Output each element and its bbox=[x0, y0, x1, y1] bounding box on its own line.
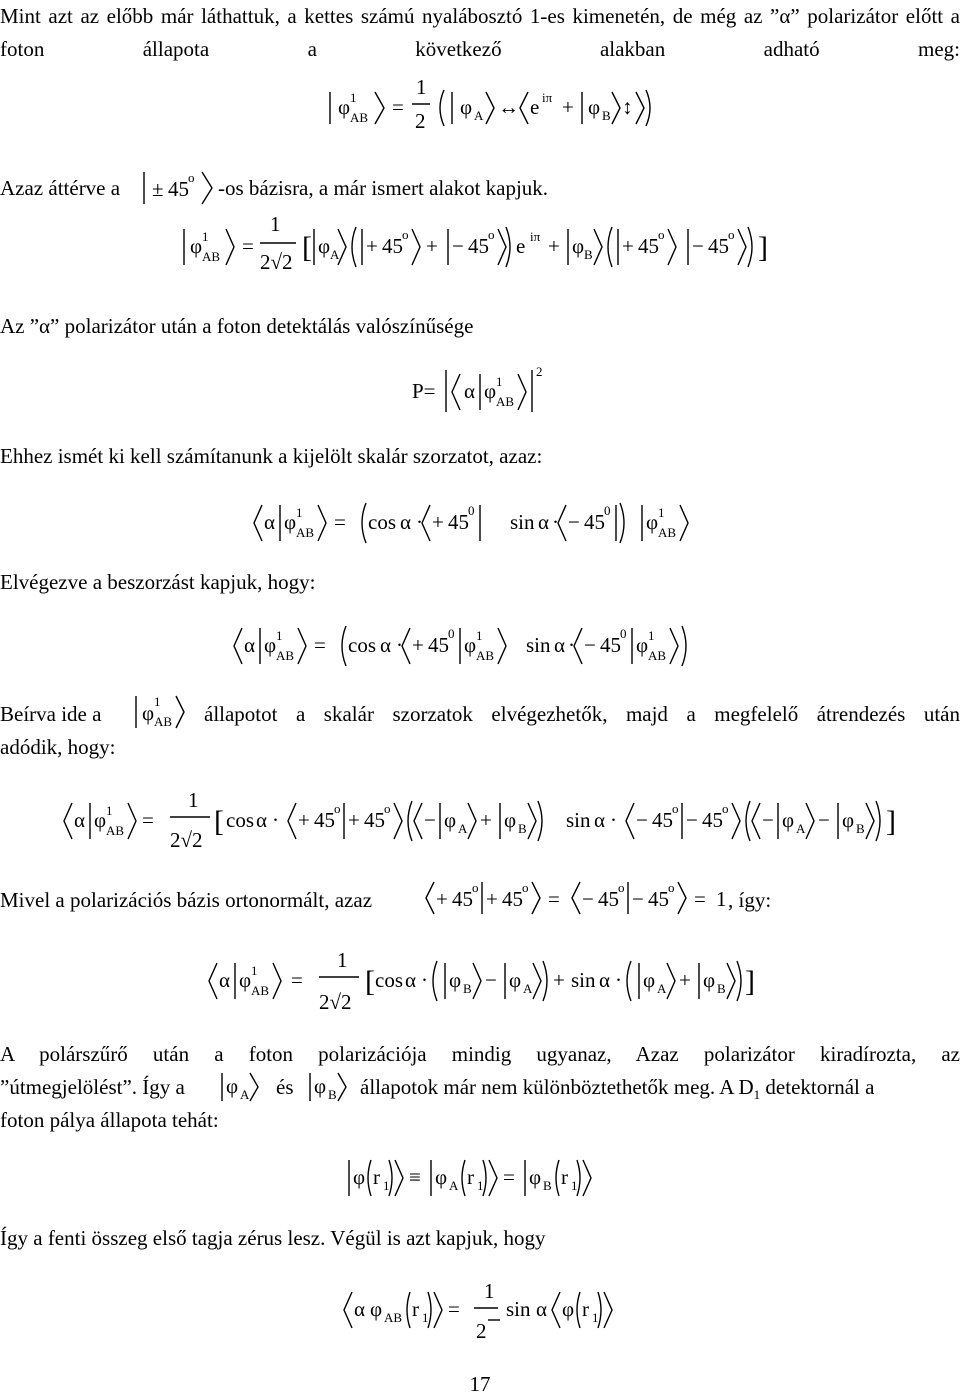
svg-text:+: + bbox=[486, 887, 498, 911]
svg-text:0: 0 bbox=[448, 626, 455, 641]
svg-text:45: 45 bbox=[702, 808, 723, 832]
svg-text:φ: φ bbox=[572, 234, 585, 258]
svg-text:45: 45 bbox=[168, 177, 189, 201]
svg-text:B: B bbox=[602, 108, 611, 123]
svg-text:o: o bbox=[384, 801, 391, 816]
svg-text:φ: φ bbox=[435, 1165, 448, 1189]
svg-text:φ: φ bbox=[94, 808, 107, 832]
svg-text:−: − bbox=[424, 808, 436, 832]
svg-text:φ: φ bbox=[226, 1074, 239, 1098]
svg-text:φ: φ bbox=[449, 968, 462, 992]
svg-text:cos: cos bbox=[368, 510, 396, 534]
svg-text:45: 45 bbox=[598, 887, 619, 911]
svg-text:45: 45 bbox=[600, 633, 621, 657]
equation-8-svg bbox=[345, 1150, 615, 1206]
svg-text:φ: φ bbox=[444, 808, 457, 832]
svg-text:φ: φ bbox=[353, 1165, 366, 1189]
svg-text:o: o bbox=[728, 227, 735, 242]
equation-1-svg bbox=[320, 72, 650, 142]
svg-text:φ: φ bbox=[284, 510, 297, 534]
svg-text:1: 1 bbox=[270, 212, 281, 236]
svg-text:1: 1 bbox=[106, 803, 113, 818]
svg-text:1: 1 bbox=[571, 1178, 578, 1193]
svg-text:o: o bbox=[488, 227, 495, 242]
svg-text:·: · bbox=[272, 808, 279, 832]
paragraph-probability: Az ”α” polarizátor után a foton detektálás valószínűsége bbox=[0, 314, 474, 338]
svg-text:φ: φ bbox=[636, 633, 649, 657]
svg-text:α: α bbox=[74, 808, 86, 832]
svg-text:−: − bbox=[632, 887, 644, 911]
paragraph-polarizer bbox=[0, 1038, 960, 1138]
polarizer-ket-b-svg bbox=[306, 1069, 354, 1105]
svg-text:+: + bbox=[562, 95, 574, 119]
svg-text:1: 1 bbox=[202, 229, 209, 244]
svg-text:·: · bbox=[610, 808, 617, 832]
svg-text:·: · bbox=[421, 968, 428, 992]
svg-text:=: = bbox=[503, 1165, 515, 1189]
polarizer-line-3: foton pálya állapota tehát: bbox=[0, 1108, 219, 1132]
svg-text:α: α bbox=[554, 633, 566, 657]
svg-text:AB: AB bbox=[648, 648, 667, 663]
svg-text:1: 1 bbox=[648, 628, 655, 643]
svg-text:φ: φ bbox=[529, 1165, 542, 1189]
svg-text:45: 45 bbox=[708, 234, 729, 258]
svg-text:AB: AB bbox=[658, 525, 677, 540]
svg-text:+: + bbox=[436, 887, 448, 911]
svg-text:=: = bbox=[242, 234, 254, 258]
svg-text:sin: sin bbox=[506, 1297, 531, 1321]
svg-text:·: · bbox=[568, 633, 575, 657]
svg-text:=: = bbox=[448, 1297, 460, 1321]
svg-text:1: 1 bbox=[592, 1310, 599, 1325]
svg-text:2: 2 bbox=[476, 1319, 487, 1343]
svg-text:o: o bbox=[672, 801, 679, 816]
svg-text:2: 2 bbox=[415, 109, 426, 133]
equation-8 bbox=[345, 1150, 615, 1206]
svg-text:α: α bbox=[536, 1297, 548, 1321]
svg-text:·: · bbox=[615, 968, 622, 992]
svg-text:A: A bbox=[330, 247, 340, 262]
svg-text:−: − bbox=[762, 808, 774, 832]
svg-text:−: − bbox=[636, 808, 648, 832]
svg-text:−: − bbox=[686, 808, 698, 832]
svg-text:o: o bbox=[402, 227, 409, 242]
svg-text:φ: φ bbox=[646, 510, 659, 534]
svg-text:+: + bbox=[432, 510, 444, 534]
svg-text:+: + bbox=[548, 234, 560, 258]
equation-9 bbox=[340, 1278, 640, 1350]
svg-text:α: α bbox=[538, 510, 550, 534]
basis-ket-svg bbox=[140, 168, 220, 208]
svg-text:1: 1 bbox=[416, 75, 427, 99]
svg-text:45: 45 bbox=[382, 234, 403, 258]
polarizer-line-2-lead: ”útmegjelölést”. Így a bbox=[0, 1075, 185, 1099]
svg-text:AB: AB bbox=[202, 249, 221, 264]
svg-text:AB: AB bbox=[350, 110, 369, 125]
polarizer-line-2-and: és bbox=[276, 1075, 294, 1099]
svg-text:+: + bbox=[366, 234, 378, 258]
svg-text:φ: φ bbox=[314, 1074, 327, 1098]
svg-text:φ: φ bbox=[484, 379, 497, 403]
svg-text:φ: φ bbox=[464, 633, 477, 657]
svg-text:=: = bbox=[334, 510, 346, 534]
svg-text:A: A bbox=[796, 821, 806, 836]
svg-text:A: A bbox=[240, 1087, 250, 1102]
svg-text:r: r bbox=[373, 1165, 380, 1189]
svg-text:φ: φ bbox=[264, 633, 277, 657]
svg-text:B: B bbox=[328, 1087, 337, 1102]
svg-text:iπ: iπ bbox=[530, 229, 541, 244]
svg-text:φ: φ bbox=[190, 234, 203, 258]
svg-text:−: − bbox=[568, 510, 580, 534]
svg-text:]: ] bbox=[886, 805, 896, 838]
svg-text:45: 45 bbox=[468, 234, 489, 258]
svg-text:φ: φ bbox=[643, 968, 656, 992]
paragraph-multiplication: Elvégezve a beszorzást kapjuk, hogy: bbox=[0, 570, 316, 594]
svg-text:r: r bbox=[412, 1297, 419, 1321]
svg-text:=: = bbox=[142, 808, 154, 832]
svg-text:α: α bbox=[219, 968, 231, 992]
svg-text:r: r bbox=[467, 1165, 474, 1189]
svg-text:45: 45 bbox=[502, 887, 523, 911]
svg-text:+: + bbox=[412, 633, 424, 657]
svg-text:r: r bbox=[561, 1165, 568, 1189]
svg-text:0: 0 bbox=[620, 626, 627, 641]
svg-text:φ: φ bbox=[703, 968, 716, 992]
orthonormal-tail: , így: bbox=[728, 888, 772, 912]
svg-text:cos: cos bbox=[348, 633, 376, 657]
svg-text:r: r bbox=[582, 1297, 589, 1321]
svg-text:φ: φ bbox=[782, 808, 795, 832]
svg-text:−: − bbox=[692, 234, 704, 258]
svg-text:45: 45 bbox=[448, 510, 469, 534]
equation-6-svg bbox=[60, 785, 910, 855]
svg-text:α: α bbox=[594, 808, 606, 832]
svg-text:AB: AB bbox=[384, 1310, 403, 1325]
equation-4-svg bbox=[250, 495, 720, 551]
equation-7-svg bbox=[205, 945, 765, 1019]
svg-text:φ: φ bbox=[842, 808, 855, 832]
paragraph-scalar-product: Ehhez ismét ki kell számítanunk a kijelölt skalár szorzatot, azaz: bbox=[0, 444, 543, 468]
svg-text:P=: P= bbox=[412, 379, 436, 403]
svg-text:α: α bbox=[256, 808, 268, 832]
svg-text:A: A bbox=[449, 1178, 459, 1193]
svg-text:=: = bbox=[548, 887, 560, 911]
svg-text:↕: ↕ bbox=[622, 95, 633, 119]
svg-text:−: − bbox=[485, 968, 497, 992]
svg-text:B: B bbox=[856, 821, 865, 836]
substitution-end: adódik, hogy: bbox=[0, 735, 116, 759]
svg-text:±: ± bbox=[152, 177, 164, 201]
svg-text:1: 1 bbox=[383, 1178, 390, 1193]
polarizer-line-2-tail: állapotok már nem különböztethetők meg. A $D_1$ detektornál a bbox=[360, 1075, 875, 1103]
svg-text:1: 1 bbox=[477, 1178, 484, 1193]
svg-text:45: 45 bbox=[364, 808, 385, 832]
svg-text:[: [ bbox=[365, 965, 375, 998]
svg-text:sin: sin bbox=[571, 968, 596, 992]
basis-change-lead: Azaz áttérve a bbox=[0, 176, 121, 200]
svg-text:1: 1 bbox=[484, 1279, 495, 1303]
svg-text:2√2: 2√2 bbox=[260, 250, 293, 274]
svg-text:e: e bbox=[530, 95, 540, 119]
svg-text:B: B bbox=[543, 1178, 552, 1193]
svg-text:−: − bbox=[582, 887, 594, 911]
svg-text:α: α bbox=[354, 1297, 366, 1321]
svg-text:A: A bbox=[523, 981, 533, 996]
svg-text:cos: cos bbox=[226, 808, 254, 832]
svg-text:o: o bbox=[522, 880, 529, 895]
equation-5 bbox=[230, 618, 740, 674]
svg-text:45: 45 bbox=[428, 633, 449, 657]
svg-text:1: 1 bbox=[251, 963, 258, 978]
svg-text:φ: φ bbox=[509, 968, 522, 992]
svg-text:1: 1 bbox=[188, 788, 199, 812]
svg-text:φ: φ bbox=[338, 95, 351, 119]
svg-text:A: A bbox=[474, 108, 484, 123]
svg-text:·: · bbox=[552, 510, 559, 534]
svg-text:+: + bbox=[298, 808, 310, 832]
equation-3-svg bbox=[410, 362, 560, 418]
svg-text:+: + bbox=[679, 968, 691, 992]
svg-text:α: α bbox=[244, 633, 256, 657]
svg-text:o: o bbox=[618, 880, 625, 895]
svg-text:B: B bbox=[717, 981, 726, 996]
svg-text:φ: φ bbox=[460, 95, 473, 119]
svg-text:↔: ↔ bbox=[498, 95, 519, 119]
equation-3 bbox=[410, 362, 560, 418]
svg-text:1: 1 bbox=[422, 1310, 429, 1325]
paragraph-conclusion: Így a fenti összeg első tagja zérus lesz. Végül is azt kapjuk, hogy bbox=[0, 1226, 546, 1250]
svg-text:1: 1 bbox=[496, 374, 503, 389]
equation-2 bbox=[180, 205, 790, 285]
svg-text:e: e bbox=[516, 234, 526, 258]
svg-text:sin: sin bbox=[526, 633, 551, 657]
svg-text:φ: φ bbox=[239, 968, 252, 992]
svg-text:AB: AB bbox=[251, 983, 270, 998]
svg-text:AB: AB bbox=[106, 823, 125, 838]
svg-text:AB: AB bbox=[476, 648, 495, 663]
svg-text:0: 0 bbox=[604, 503, 611, 518]
svg-text:+: + bbox=[426, 234, 438, 258]
equation-9-svg bbox=[340, 1278, 640, 1350]
svg-text:2√2: 2√2 bbox=[319, 990, 352, 1014]
svg-text:1: 1 bbox=[476, 628, 483, 643]
basis-change-tail: -os bázisra, a már ismert alakot kapjuk. bbox=[218, 176, 549, 200]
svg-text:φ: φ bbox=[142, 701, 155, 725]
substitution-lead: Beírva ide a bbox=[0, 702, 102, 726]
polarizer-line-1: A polárszűrő után a foton polarizációja mindig ugyanaz, Azaz polarizátor kiradírozta, az bbox=[0, 1042, 960, 1066]
svg-text:φ: φ bbox=[370, 1297, 383, 1321]
svg-text:]: ] bbox=[758, 231, 768, 264]
page-number: 17 bbox=[469, 1372, 491, 1396]
svg-text:o: o bbox=[188, 170, 195, 185]
svg-text:AB: AB bbox=[296, 525, 315, 540]
svg-text:45: 45 bbox=[314, 808, 335, 832]
svg-text:B: B bbox=[518, 821, 527, 836]
svg-text:=: = bbox=[314, 633, 326, 657]
equation-4 bbox=[250, 495, 720, 551]
svg-text:cos: cos bbox=[375, 968, 403, 992]
svg-text:φ: φ bbox=[588, 95, 601, 119]
svg-text:45: 45 bbox=[652, 808, 673, 832]
polarizer-ket-a-svg bbox=[218, 1069, 266, 1105]
svg-text:−: − bbox=[584, 633, 596, 657]
substitution-tail: állapotot a skalár szorzatok elvégezhetők, majd a megfelelő átrendezés után bbox=[204, 702, 960, 726]
svg-text:2: 2 bbox=[536, 364, 543, 379]
svg-text:45: 45 bbox=[638, 234, 659, 258]
equation-1 bbox=[320, 72, 650, 142]
svg-text:1: 1 bbox=[154, 694, 161, 709]
svg-text:+: + bbox=[480, 808, 492, 832]
svg-text:1: 1 bbox=[296, 505, 303, 520]
svg-text:45: 45 bbox=[452, 887, 473, 911]
svg-text:AB: AB bbox=[496, 394, 515, 409]
orthonormal-lead: Mivel a polarizációs bázis ortonormált, azaz bbox=[0, 888, 373, 912]
paragraph-intro: Mint azt az előbb már láthattuk, a kettes számú nyalábosztó 1-es kimenetén, de még az ”α” polarizátor előtt a foton állapota a következő alakban adható meg: bbox=[0, 4, 960, 61]
svg-text:sin: sin bbox=[566, 808, 591, 832]
svg-text:α: α bbox=[464, 379, 476, 403]
svg-text:B: B bbox=[463, 981, 472, 996]
substitution-ket-svg bbox=[132, 692, 192, 732]
svg-text:·: · bbox=[416, 510, 423, 534]
svg-text:φ: φ bbox=[504, 808, 517, 832]
svg-text:A: A bbox=[458, 821, 468, 836]
svg-text:φ: φ bbox=[318, 234, 331, 258]
svg-text:AB: AB bbox=[154, 714, 173, 729]
svg-text:α: α bbox=[599, 968, 611, 992]
svg-text:sin: sin bbox=[510, 510, 535, 534]
svg-text:−: − bbox=[818, 808, 830, 832]
svg-text:o: o bbox=[722, 801, 729, 816]
svg-text:+: + bbox=[553, 968, 565, 992]
equation-7 bbox=[205, 945, 765, 1019]
svg-text:[: [ bbox=[302, 231, 312, 264]
svg-text:1: 1 bbox=[658, 505, 665, 520]
svg-text:1: 1 bbox=[276, 628, 283, 643]
svg-text:iπ: iπ bbox=[542, 90, 553, 105]
equation-5-svg bbox=[230, 618, 740, 674]
svg-text:=: = bbox=[694, 887, 706, 911]
svg-text:o: o bbox=[334, 801, 341, 816]
svg-text:1: 1 bbox=[716, 887, 727, 911]
svg-text:φ: φ bbox=[562, 1297, 575, 1321]
svg-text:[: [ bbox=[214, 805, 224, 838]
svg-text:1: 1 bbox=[350, 90, 357, 105]
svg-text:1: 1 bbox=[337, 948, 348, 972]
svg-text:·: · bbox=[396, 633, 403, 657]
svg-text:α: α bbox=[380, 633, 392, 657]
svg-text:α: α bbox=[264, 510, 276, 534]
svg-text:2√2: 2√2 bbox=[170, 828, 203, 852]
orthonormal-eq-svg bbox=[420, 876, 750, 920]
svg-text:−: − bbox=[452, 234, 464, 258]
paragraph-orthonormal bbox=[0, 880, 960, 924]
svg-text:45: 45 bbox=[648, 887, 669, 911]
svg-text:45: 45 bbox=[584, 510, 605, 534]
svg-text:=: = bbox=[392, 95, 404, 119]
svg-text:o: o bbox=[472, 880, 479, 895]
svg-text:]: ] bbox=[745, 965, 755, 998]
paragraph-substitution bbox=[0, 694, 960, 768]
svg-text:+: + bbox=[348, 808, 360, 832]
svg-text:o: o bbox=[658, 227, 665, 242]
svg-text:o: o bbox=[668, 880, 675, 895]
svg-text:+: + bbox=[622, 234, 634, 258]
svg-text:A: A bbox=[657, 981, 667, 996]
svg-text:AB: AB bbox=[276, 648, 295, 663]
equation-2-svg bbox=[180, 205, 790, 285]
svg-text:0: 0 bbox=[468, 503, 475, 518]
equation-6 bbox=[60, 785, 910, 855]
svg-text:=: = bbox=[291, 968, 303, 992]
svg-text:≡: ≡ bbox=[409, 1165, 421, 1189]
svg-text:α: α bbox=[400, 510, 412, 534]
svg-text:B: B bbox=[584, 247, 593, 262]
svg-text:α: α bbox=[405, 968, 417, 992]
